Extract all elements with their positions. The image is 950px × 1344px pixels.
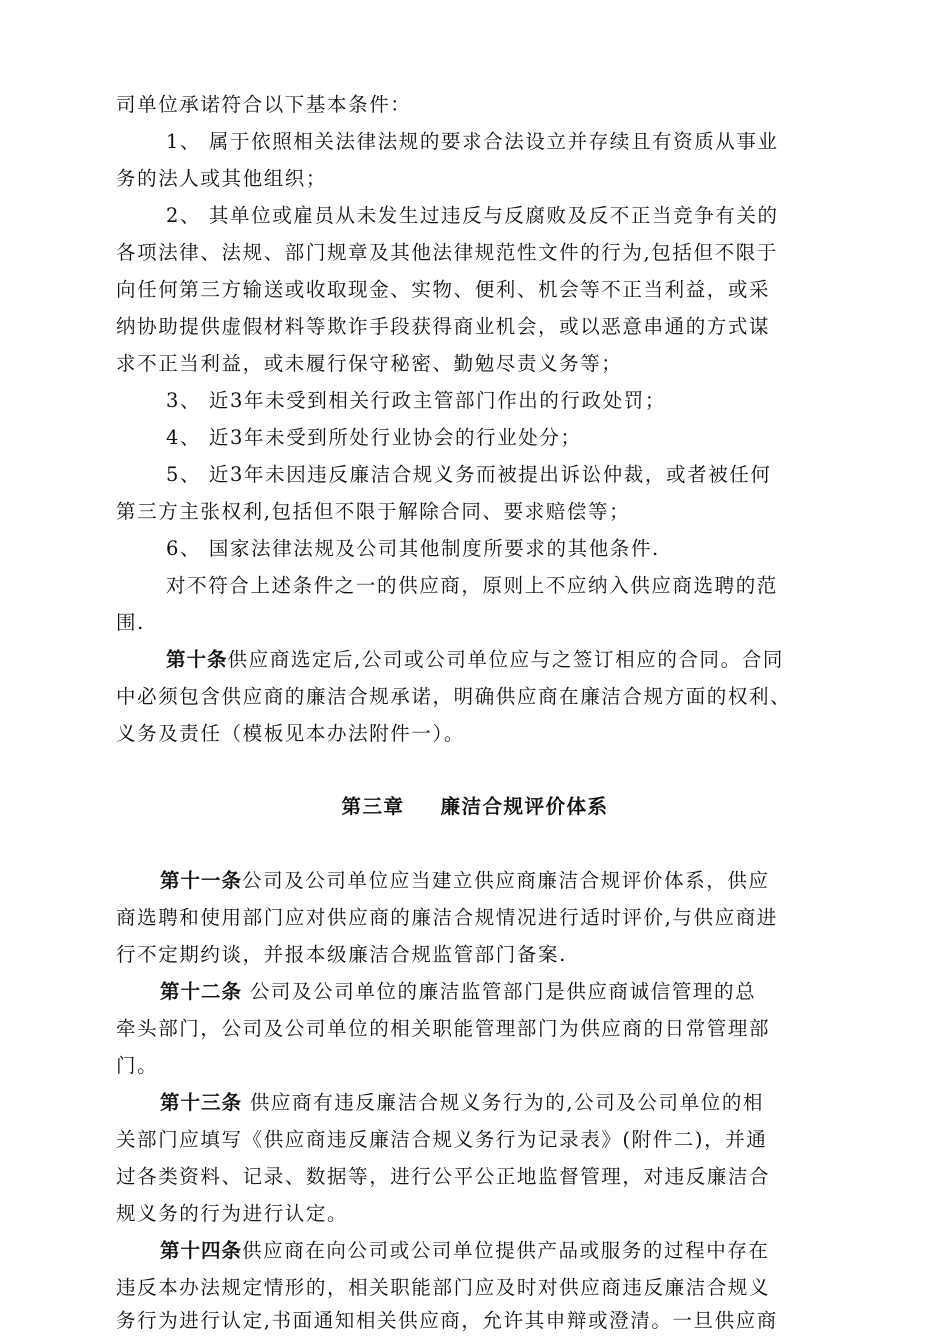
article-14-text: 供应商在向公司或公司单位提供产品或服务的过程中存在 [242, 1239, 770, 1262]
list-item-1: 1、 属于依照相关法律法规的要求合法设立并存续且有资质从事业 [166, 130, 779, 153]
article-13-text: 供应商有违反廉洁合规义务行为的,公司及公司单位的相 [242, 1091, 765, 1114]
text-line: 各项法律、法规、部门规章及其他法律规范性文件的行为,包括但不限于 [116, 241, 778, 264]
article-14 [160, 1238, 770, 1264]
text-line: 规义务的行为进行认定。 [116, 1202, 349, 1225]
article-10 [166, 647, 784, 673]
list-item-3: 3、 近3年未受到相关行政主管部门作出的行政处罚； [166, 389, 667, 412]
article-10-heading: 第十条 [166, 648, 228, 671]
text-line: 围. [116, 611, 145, 634]
list-item-2: 2、 其单位或雇员从未发生过违反与反腐败及反不正当竞争有关的 [166, 204, 779, 227]
text-line: 司单位承诺符合以下基本条件： [116, 93, 412, 116]
text-line: 过各类资料、记录、数据等，进行公平公正地监督管理，对违反廉洁合 [116, 1165, 771, 1188]
text-line: 第三方主张权利,包括但不限于解除合同、要求赔偿等； [116, 500, 631, 523]
article-13 [160, 1090, 764, 1116]
text-line: 纳协助提供虚假材料等欺诈手段获得商业机会，或以恶意串通的方式谋 [116, 315, 771, 338]
text-line: 务行为进行认定,书面通知相关供应商，允许其申辩或澄清。一旦供应商 [116, 1309, 778, 1332]
article-11 [160, 868, 770, 894]
article-14-heading: 第十四条 [160, 1239, 243, 1262]
text-line: 违反本办法规定情形的，相关职能部门应及时对供应商违反廉洁合规义 [116, 1276, 771, 1299]
article-11-text: 公司及公司单位应当建立供应商廉洁合规评价体系，供应 [242, 869, 770, 892]
chapter-title: 廉洁合规评价体系 [440, 795, 609, 818]
chapter-number: 第三章 [341, 795, 405, 818]
text-line: 商选聘和使用部门应对供应商的廉洁合规情况进行适时评价,与供应商进 [116, 906, 778, 929]
text-line: 义务及责任（模板见本办法附件一）。 [116, 722, 465, 745]
text-line: 求不正当利益，或未履行保守秘密、勤勉尽责义务等； [116, 352, 623, 375]
article-12-heading: 第十二条 [160, 980, 243, 1003]
article-12 [160, 979, 756, 1005]
article-11-heading: 第十一条 [160, 869, 243, 892]
list-item-4: 4、 近3年未受到所处行业协会的行业处分； [166, 426, 582, 449]
article-13-heading: 第十三条 [160, 1091, 243, 1114]
article-10-text: 供应商选定后,公司或公司单位应与之签订相应的合同。合同 [227, 648, 784, 671]
text-line: 对不符合上述条件之一的供应商，原则上不应纳入供应商选聘的范 [166, 574, 778, 597]
article-12-text: 公司及公司单位的廉洁监管部门是供应商诚信管理的总 [242, 980, 757, 1003]
text-line: 中必须包含供应商的廉洁合规承诺，明确供应商在廉洁合规方面的权利、 [116, 685, 792, 708]
text-line: 牵头部门，公司及公司单位的相关职能管理部门为供应商的日常管理部 [116, 1017, 771, 1040]
text-line: 向任何第三方输送或收取现金、实物、便利、机会等不正当利益，或采 [116, 278, 771, 301]
text-line: 关部门应填写《供应商违反廉洁合规义务行为记录表》(附件二)，并通 [116, 1128, 768, 1151]
text-line: 门。 [116, 1054, 159, 1077]
text-line: 行不定期约谈，并报本级廉洁合规监管部门备案. [116, 943, 567, 966]
list-item-6: 6、 国家法律法规及公司其他制度所要求的其他条件. [166, 537, 660, 560]
chapter-heading [0, 794, 950, 820]
list-item-5: 5、 近3年未因违反廉洁合规义务而被提出诉讼仲裁，或者被任何 [166, 463, 772, 486]
text-line: 务的法人或其他组织； [116, 167, 328, 190]
